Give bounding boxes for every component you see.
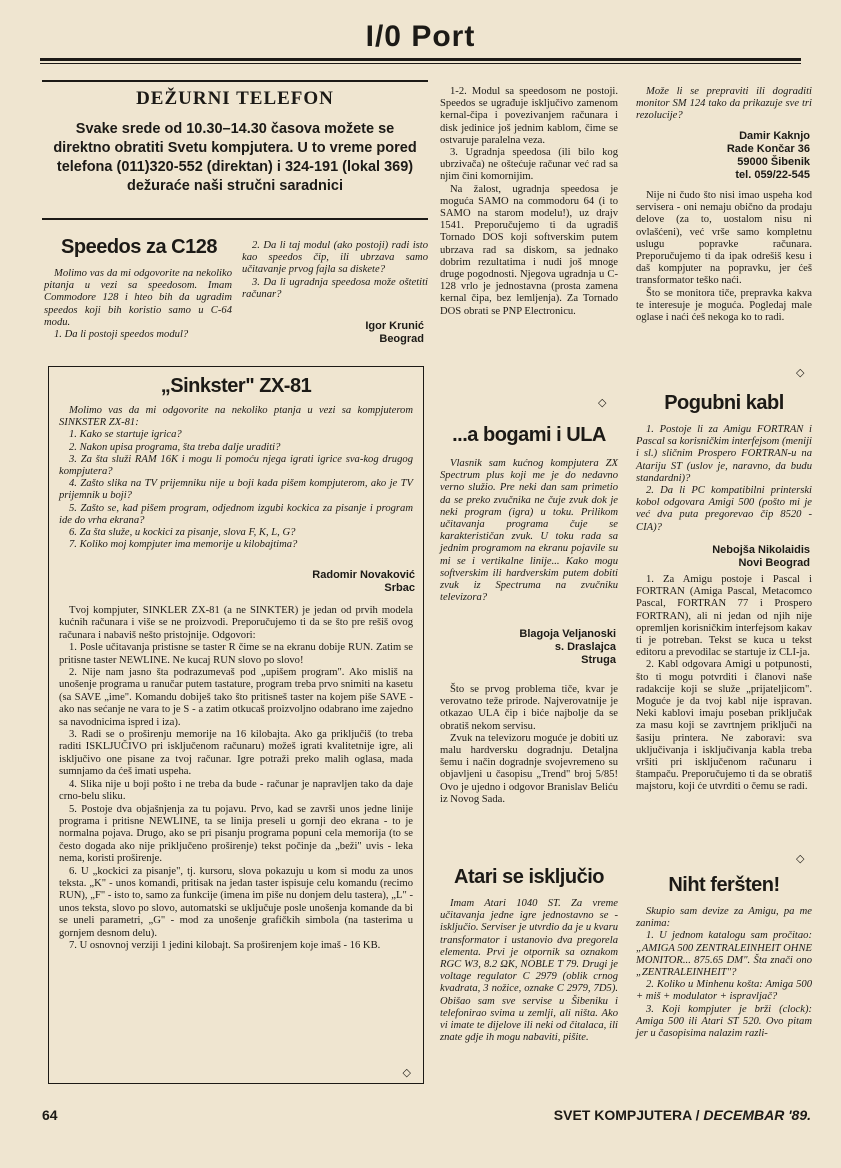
end-diamond-icon: ◇ <box>796 367 805 379</box>
speedos-letter-text: Molimo vas da mi odgovorite na nekoliko pitanja u vezi sa speedosom. Imam Commodore 128 i hteo bih da ugradim speedos koji bih koristio samo u C-64 modu. <box>44 268 232 328</box>
damir-answer <box>636 190 812 324</box>
speedos-question-2: 2. Da li taj modul (ako postoji) radi isto kao speedos čip, ili ubrzava samo učitavanje prvog fajla sa diskete? <box>242 240 428 276</box>
ula-signature <box>440 628 616 667</box>
sinkster-answer-item: 3. Radi se o proširenju memorije na 16 kilobajta. Ako ga priključiš (to treba raditi ISKLJUČIVO pri isključenom računaru) možeš igrati kvalitetnije igre, ali isključivo one pisane za tvoj računar. Igre potraži preko malih oglasa, mada sumnjamo da ćeš imati uspeha. <box>59 729 413 778</box>
page-header-title: I/0 Port <box>365 20 476 53</box>
ula-answer-item: Što se prvog problema tiče, kvar je verovatno teže prirode. Najverovatnije je otkazao ULA čip i biće najbolje da se obratiš nekom servisu. <box>440 684 618 732</box>
damir-phone: tel. 059/22-545 <box>735 169 810 181</box>
damir-signature <box>636 130 810 182</box>
pogubni-answer-item: 2. Kabl odgovara Amigi u potpunosti, što ti mogu potvrditi i članovi naše radakcije koji se služe „prijateljicom". Moguće je da tvoj kabl nije ispravan. Neki kablovi imaju poseban priključak za masu koji se zavrtnjem priključi na šasiju printera. Ne zaboravi: sva uključivanja i isključivanja kabla treba vršiti pri isključenom računaru i štampaču. Preporučujemo ti da se obratiš majstoru, koji će utvrditi o čemu se radi. <box>636 659 812 793</box>
page-number: 64 <box>42 1107 58 1123</box>
footer-separator: / <box>695 1107 704 1123</box>
dezurni-box <box>42 80 428 220</box>
sinkster-title: „Sinkster" ZX-81 <box>160 375 312 397</box>
speedos-answer-item: Na žalost, ugradnja speedosa je moguća SAMO na commodoru 64 (i to SAMO na starom modelu!), uz drajv 1541. Preporučujemo ti da ugradiš Tornado DOS koji softverskim putem ubrzava rad sa diskom, sa jednako dobrim rezultatima i nudi još mnoge druge pogodnosti. Njegova ugradnja u C-128 vrlo je jednostavna (prosta zamena kernal čipa, bez lemljenja). Za Tornado DOS obrati se PNP Electronicu. <box>440 183 618 317</box>
pogubni-signature-name: Nebojša Nikolaidis <box>712 544 810 556</box>
sinkster-answer-intro: Tvoj kompjuter, SINKLER ZX-81 (a ne SINKTER) je jedan od prvih modela kućnih računara i više se ne proizvodi. Preporučujemo ti da se što pre rešiš ovog računara i nabaviš nešto pristojnije. Odgovori: <box>59 605 413 641</box>
ula-signature-city: Struga <box>581 654 616 666</box>
sinkster-answer-item: 5. Postoje dva objašnjenja za tu pojavu. Prvo, kad se završi unos jedne linije programa i pritisne NEWLINE, ta se linija preseli u gornji deo ekrana - to je normalna pojava. Drugo, ako se pri pisanju programa popuni cela memorija (to se često dogada ako nije priključeno proširenje) tekst počinje da „beži" uvis - leka nema, koristi proširenje. <box>59 803 413 865</box>
sinkster-question: 5. Zašto se, kad pišem program, odjednom izgubi kockica za pisanje i program ide do vrha ekrana? <box>59 502 413 526</box>
sinkster-signature-name: Radomir Novaković <box>312 569 415 581</box>
pogubni-signature <box>636 544 810 570</box>
pogubni-signature-city: Novi Beograd <box>738 557 810 569</box>
ula-answer <box>440 684 618 806</box>
ula-letter <box>440 458 618 604</box>
damir-address: Rade Končar 36 <box>726 143 810 155</box>
header-rule-thin <box>40 63 801 64</box>
atari-letter-text: Imam Atari 1040 ST. Za vreme učitavanja jedne igre jednostavno se - isključio. Serviser je utvrdio da je u kvaru transformator i ustanovio dva pregorela elementa. Prvi je otpornik sa oznakom RGC W3, 8.2 ΩK, NOBLE T 79. Drugi je voltage regulator C 2979 (oblik crnog kvadrata, 3 nožice, oznake C 2979, 7D5). Obišao sam sve servise u Šibeniku i telefonirao svima u zemlji, ali ništa. Ako vi imate te dijelove ili neki od čitalaca, ili znate gdje ih mogu nabaviti, pišite. <box>440 898 618 1044</box>
monitor-letter <box>636 86 812 123</box>
speedos-section <box>44 232 428 357</box>
footer-magazine <box>554 1107 811 1123</box>
speedos-answer-item: 1-2. Modul sa speedosom ne postoji. Speedos se ugrađuje isključivo zamenom kernal-čipa i povezivanjem računara i disk jedinice još jednim kablom, čime se ostvaruje paralelna veza. <box>440 86 618 146</box>
atari-title: Atari se isključio <box>454 866 604 888</box>
monitor-letter-text: Može li se prepraviti ili dograditi monitor SM 124 tako da prikazuje sve tri rezolucije? <box>636 86 812 122</box>
sinkster-question: 6. Za šta služe, u kockici za pisanje, slova F, K, L, G? <box>69 527 296 539</box>
footer-issue: DECEMBAR '89. <box>703 1107 811 1123</box>
atari-letter <box>440 898 618 1044</box>
pogubni-question: 1. Postoje li za Amigu FORTRAN i Pascal sa korisničkim interfejsom (meniji i sl.) sličnim Prospero FORTRAN-u na Atariju ST (uslov je, naravno, da budu standardni)? <box>636 424 812 484</box>
nicht-letter <box>636 906 812 1040</box>
speedos-question-3: 3. Da li ugradnja speedosa može oštetiti računar? <box>242 276 428 300</box>
sinkster-box <box>48 366 424 1084</box>
speedos-signature-name: Igor Krunić <box>365 320 424 332</box>
sinkster-question: 7. Koliko moj kompjuter ima memorije u kilobajtima? <box>69 539 298 551</box>
damir-answer-item: Što se monitora tiče, prepravka kakva te interesuje je moguća. Pogledaj male oglase i naći ćeš nekoga ko to radi. <box>636 287 812 324</box>
pogubni-answer <box>636 574 812 794</box>
sinkster-answer-item: 2. Nije nam jasno šta podrazumevaš pod „upišem program". Ako misliš na unošenje programa u ranučar putem tastature, program treba prvo snimiti na kasetu (sa SAVE „ime". Komandu dobiješ tako što pritisneš taster na kojem piše SAVE - ako nas sećanje ne vara to je S - a zatim otkucaš proizvoljno odabrano ime zajedno sa navodnicima ispred i iza). <box>59 667 413 728</box>
pogubni-title: Pogubni kabl <box>664 392 784 414</box>
footer-magazine-name: SVET KOMPJUTERA <box>553 1107 692 1123</box>
sinkster-answer-item: 4. Slika nije u boji pošto i ne treba da bude - računar je napravljen tako da daje crno-belu sliku. <box>59 778 413 803</box>
sinkster-question: 4. Zašto slika na TV prijemniku nije u boji kada pišem kompjuterom, ako je TV prijemnik u boji? <box>59 478 413 502</box>
sinkster-question: 2. Nakon upisa programa, šta treba dalje uraditi? <box>69 441 281 453</box>
header-rule <box>40 58 801 61</box>
speedos-answer-item: 3. Ugradnja speedosa (ili bilo kog ubrzivača) ne oštećuje računar već rad sa njim čini komornijim. <box>440 147 618 183</box>
pogubni-question: 2. Da li PC kompatibilni printerski kobol odgovara Amigi 500 (pošto mi je već dva puta pregorevao čip 8520 - CIA)? <box>636 485 812 533</box>
ula-signature-place: s. Draslajca <box>554 641 616 653</box>
sinkster-answer-item: 6. U „kockici za pisanje", tj. kursoru, slova pokazuju u kom si modu za unos teksta. „K" - unos komandi, pritisak na jedan taster ispisuje celu komandu (recimo RUN), „F" - isto to, samo za funkcije (imena im piše nu donjem delu tastera), „L" - unos teksta, slovo po slovo, automatski se uključuje posle unošenja komande da bi se uneli parametri, „G" - mod za unošenje grafičkih simbola (na tasterima u gornjem desnom delu). <box>59 865 413 939</box>
nicht-letter-item: Skupio sam devize za Amigu, pa me zanima: <box>636 906 812 930</box>
sinkster-question: 1. Kako se startuje igrica? <box>69 429 182 441</box>
end-diamond-icon: ◇ <box>598 397 607 409</box>
speedos-letter-col2 <box>242 240 428 301</box>
sinkster-question: 3. Za šta služi RAM 16K i mogu li pomoću njega igrati igrice sva-kog drugog kompjutera? <box>59 453 413 478</box>
speedos-title: Speedos za C128 <box>61 236 217 258</box>
dezurni-title: DEŽURNI TELEFON <box>136 88 334 109</box>
speedos-signature <box>365 320 424 346</box>
sinkster-letter <box>59 405 413 551</box>
ula-title: ...a bogami i ULA <box>452 424 606 446</box>
ula-answer-item: Zvuk na televizoru moguće je dobiti uz malu hardversku dogradnju. Detaljna šemu i način dogradnje svojevremeno su objavljeni u časopisu „Trend" broj 5/85! Ovo je ujedno i odgovor Branislav Beliću iz Novog Sada. <box>440 732 618 805</box>
sinkster-signature <box>312 569 415 595</box>
damir-answer-item: Nije ni čudo što nisi imao uspeha kod servisera - oni nemaju obično da prodaju delove (za to, uostalom nisu ni ovlašćeni), već vrše samo kompletnu uslugu popravke računara. Preporučujemo ti da ipak odrešiš kesu i daš kompjuter na popravku, jer ćeš transformator teško naći. <box>636 190 812 287</box>
nicht-letter-item: 1. U jednom katalogu sam pročitao: „AMIGA 500 ZENTRALEINHEIT OHNE MONITOR... 875.65 DM". Šta znači ono „ZENTRALEINHEIT"? <box>636 930 812 979</box>
dezurni-body: Svake srede od 10.30–14.30 časova možete se direktno obratiti Svetu kompjutera. U to vreme pored telefona (011)320-552 (direktan) i 324-191 (lokal 369) dežuraće naši stručni saradnici <box>53 121 417 194</box>
sinkster-answer <box>59 605 413 952</box>
speedos-letter <box>44 268 232 341</box>
end-diamond-icon: ◇ <box>796 853 805 865</box>
sinkster-answer-item: 1. Posle učitavanja pristisne se taster R čime se na ekranu dobije RUN. Zatim se pritisne taster NEWLINE. Ne kucaj RUN slovo po slovo! <box>59 642 413 666</box>
damir-signature-name: Damir Kaknjo <box>739 130 810 142</box>
pogubni-letter <box>636 424 812 534</box>
speedos-question-1: 1. Da li postoji speedos modul? <box>54 329 189 341</box>
pogubni-answer-item: 1. Za Amigu postoje i Pascal i FORTRAN (Amiga Pascal, Metacomco Pascal, FORTRAN 77 i Prospero FORTRAN), ali ni jedan od njih nije opremljen korisničkim interfejsom kakav ti je potreban. Tekst se kuca u tekst editoru a prevodilac se startuje iz CLI-ja. <box>636 574 812 659</box>
ula-letter-text: Vlasnik sam kućnog kompjutera ZX Spectrum plus koji me je do nedavno verno služio. Pre neki dan sam primetio da se preko zvučnika ne čuje zvuk dok je neki program (igra) u toku. Prilikom učitavanja programa čuje se karakterističan zvuk. U toku rada sa jednim programom na ekranu pojavile su mi se i vertikalne linije... Kako mogu softverskim ili hardverskim putem dobiti zvuk iz Spectruma na zvučniku televizora? <box>440 458 618 604</box>
speedos-signature-city: Beograd <box>379 333 424 345</box>
end-diamond-icon: ◇ <box>402 1067 411 1079</box>
sinkster-answer-item: 7. U osnovnoj verziji 1 jedini kilobajt. Sa proširenjem koje imaš - 16 KB. <box>69 939 381 951</box>
sinkster-signature-city: Srbac <box>384 582 415 594</box>
damir-address: 59000 Šibenik <box>737 156 810 168</box>
nicht-letter-item: 2. Koliko u Minhenu košta: Amiga 500 + miš + modulator + ispravljač? <box>636 979 812 1003</box>
sinkster-intro: Molimo vas da mi odgovorite na nekoliko ptanja u vezi sa kompjuterom SINKSTER ZX-81: <box>59 405 413 429</box>
nicht-title: Niht feršten! <box>668 874 780 896</box>
ula-signature-name: Blagoja Veljanoski <box>519 628 616 640</box>
speedos-answer <box>440 86 618 318</box>
nicht-letter-item: 3. Koji kompjuter je brži (clock): Amiga 500 ili Atari ST 520. Ovo pitam jer u časopisima nalazim razli- <box>636 1003 812 1040</box>
